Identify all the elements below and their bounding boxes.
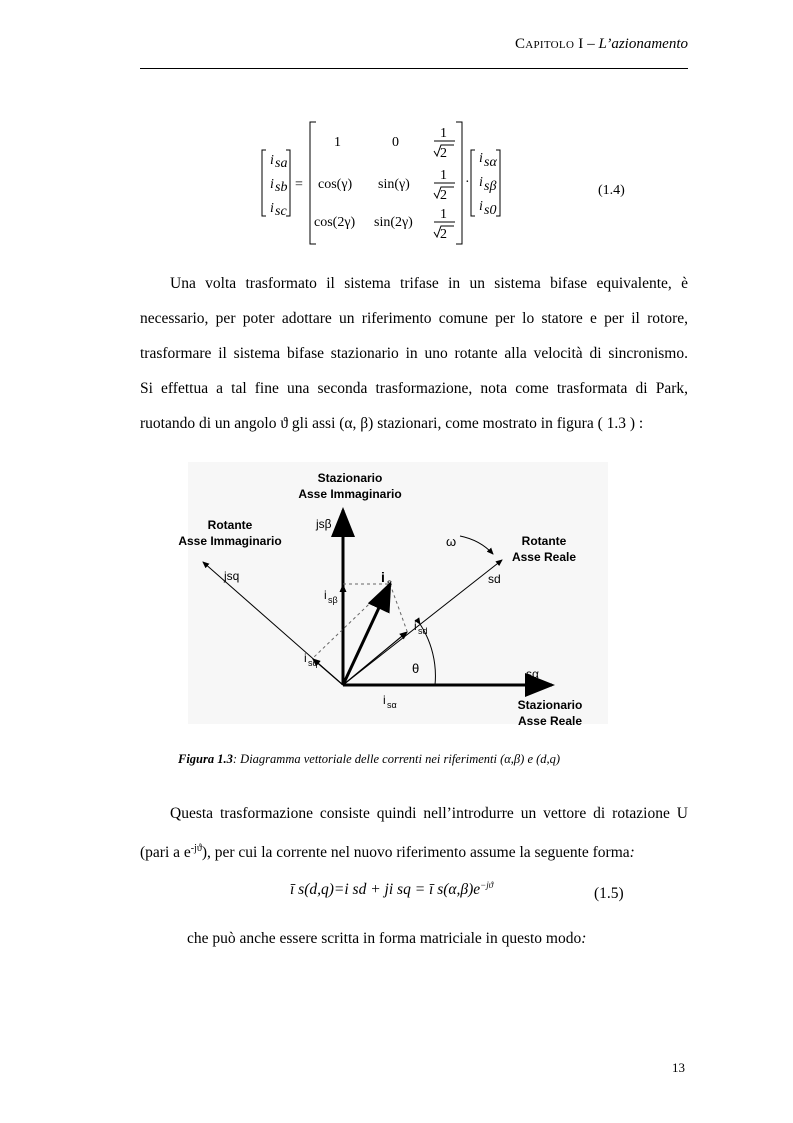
matrix-2-3-num: 1: [440, 168, 447, 183]
paragraph-3: [187, 930, 586, 948]
isd-sub: sd: [418, 626, 428, 636]
paragraph-2: [140, 796, 688, 870]
paragraph-1-line-5: ruotando di un angolo ϑ gli assi (α, β) stazionari, come mostrato in figura ( 1.3 ) :: [140, 415, 644, 432]
running-header: [140, 36, 688, 53]
equation-1-5-body: ī s(d,q)=i sd + ji sq = ī s(α,β)e: [290, 881, 481, 899]
paragraph-2-line-1-text: Questa trasformazione consiste quindi nell’introdurre un vettore di rotazione U: [170, 805, 688, 822]
paragraph-1-line-2: necessario, per poter adottare un riferimento comune per lo statore e per il rotore,: [140, 310, 688, 327]
paragraph-1-line-3: trasformare il sistema bifase stazionario in uno rotante alla velocità di sincronismo.: [140, 345, 688, 362]
rotating-imag-label-1: Rotante: [207, 518, 253, 532]
isb-sub: sβ: [328, 595, 338, 605]
paragraph-2-line-2-a: (pari a e: [140, 844, 191, 862]
figure-caption: [178, 752, 560, 767]
stationary-real-label-2: Asse Reale: [517, 714, 583, 728]
paragraph-1: [140, 266, 688, 441]
paragraph-3-text: che può anche essere scritta in forma matriciale in questo modo: [187, 930, 582, 947]
rhs-i-1: i: [479, 151, 483, 166]
lhs-sub-1: sa: [275, 156, 288, 171]
paragraph-1-line-4: Si effettua a tal fine una seconda trasformazione, nota come trasformata di Park,: [140, 380, 688, 397]
equation-1-5: [290, 880, 493, 899]
paragraph-2-line-1: [140, 796, 688, 831]
paragraph-3-colon: :: [581, 930, 587, 947]
isq-label: i: [304, 651, 307, 665]
equation-number-1-4: (1.4): [598, 183, 625, 198]
vector-diagram-figure: [160, 460, 620, 740]
axis-sa-label: sα: [526, 667, 539, 681]
header-dash: –: [587, 36, 595, 52]
paragraph-2-exponent: -jϑ: [190, 843, 202, 854]
rhs-sub-1: sα: [484, 155, 497, 170]
rhs-i-3: i: [479, 199, 483, 214]
theta-label: θ: [412, 661, 420, 676]
stationary-real-label-1: Stazionario: [517, 698, 583, 712]
rotating-real-label-2: Asse Reale: [511, 550, 577, 564]
lhs-i-3: i: [270, 201, 274, 216]
is-label: i: [381, 569, 385, 585]
isa-sub: sα: [387, 700, 397, 710]
lhs-i-2: i: [270, 177, 274, 192]
isq-sub: sq: [308, 658, 318, 668]
paragraph-1-line-1: Una volta trasformato il sistema trifase in un sistema bifase equivalente, è: [170, 275, 688, 292]
isd-label: i: [414, 619, 417, 633]
equals-sign: =: [295, 177, 303, 192]
chapter-title: L’azionamento: [598, 36, 688, 52]
paragraph-2-colon: :: [629, 844, 635, 862]
equation-number-1-5: (1.5): [594, 885, 624, 902]
caption-label: Figura 1.3: [178, 752, 233, 766]
lhs-sub-3: sc: [275, 204, 287, 219]
axis-jsq-label: jsq: [224, 569, 240, 583]
matrix-3-3-num: 1: [440, 207, 447, 222]
rhs-sub-3: s0: [484, 203, 497, 218]
rotating-real-label-1: Rotante: [521, 534, 567, 548]
rhs-sub-2: sβ: [484, 179, 497, 194]
matrix-2-2: sin(γ): [378, 177, 410, 192]
rotating-imag-label-2: Asse Immaginario: [178, 534, 282, 548]
page-number: 13: [672, 1060, 685, 1075]
axis-jsb-label: jsβ: [316, 517, 332, 531]
isb-label: i: [324, 588, 327, 602]
paragraph-2-line-2: [140, 831, 688, 870]
multiply-dot: ·: [465, 175, 470, 190]
stationary-imag-label-1: Stazionario: [317, 471, 383, 485]
matrix-3-2: sin(2γ): [374, 215, 413, 230]
matrix-3-3-den: 2: [440, 227, 447, 242]
paragraph-2-line-2-b: ), per cui la corrente nel nuovo riferimento assume la seguente forma: [201, 844, 630, 862]
matrix-2-1: cos(γ): [318, 177, 353, 192]
matrix-1-2: 0: [392, 135, 399, 150]
lhs-sub-2: sb: [275, 180, 288, 195]
matrix-1-1: 1: [334, 135, 341, 150]
is-sub: s: [387, 578, 392, 589]
isa-label: i: [383, 693, 386, 707]
matrix-1-3-den: 2: [440, 146, 447, 161]
equation-1-5-exponent: −jϑ: [480, 880, 494, 890]
matrix-3-1: cos(2γ): [314, 215, 356, 230]
matrix-1-3-num: 1: [440, 126, 447, 141]
lhs-i-1: i: [270, 153, 274, 168]
matrix-2-3-den: 2: [440, 188, 447, 203]
stationary-imag-label-2: Asse Immaginario: [298, 487, 402, 501]
header-rule: [140, 68, 688, 69]
chapter-label: Capitolo I: [514, 36, 584, 52]
caption-text: : Diagramma vettoriale delle correnti nei riferimenti (α,β) e (d,q): [232, 752, 561, 766]
rhs-i-2: i: [479, 175, 483, 190]
axis-sd-label: sd: [488, 572, 501, 586]
omega-label: ω: [446, 534, 457, 549]
equation-1-4: [250, 112, 650, 250]
